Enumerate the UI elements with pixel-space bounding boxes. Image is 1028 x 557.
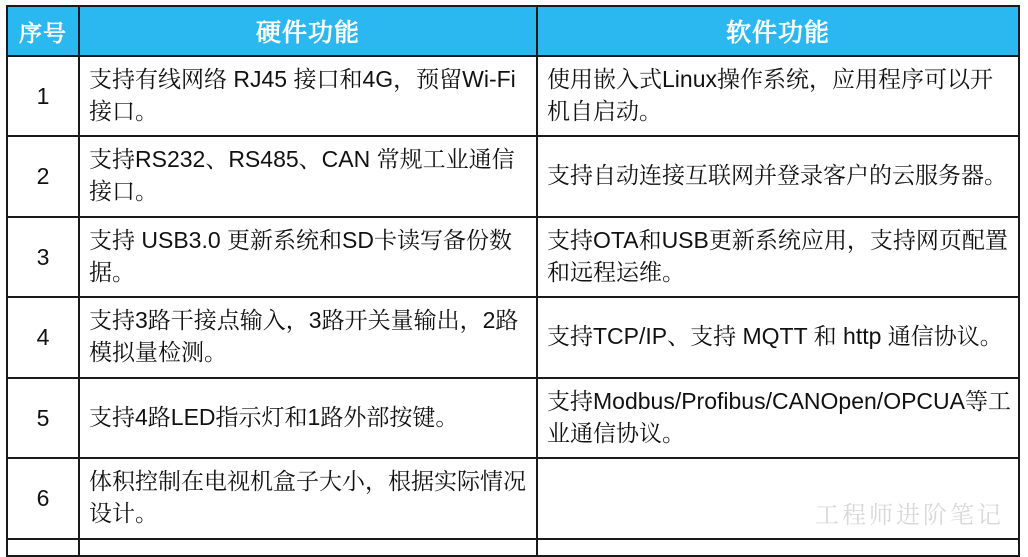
table-row [7,378,1019,458]
table-body [7,56,1019,556]
table-header-row [7,6,1019,56]
table-header [7,6,1019,56]
table-row [7,56,1019,136]
cell-index: 3 [7,217,79,297]
cell-software: 支持自动连接互联网并登录客户的云服务器。 [537,136,1019,216]
table-row [7,217,1019,297]
cell-hardware: 支持RS232、RS485、CAN 常规工业通信接口。 [79,136,537,216]
column-header-index: 序号 [7,6,79,56]
cell-hardware: 支持有线网络 RJ45 接口和4G，预留Wi-Fi接口。 [79,56,537,136]
cell-hardware: 支持 USB3.0 更新系统和SD卡读写备份数据。 [79,217,537,297]
cell-hardware: 支持3路干接点输入，3路开关量输出，2路模拟量检测。 [79,297,537,377]
column-header-hardware: 硬件功能 [79,6,537,56]
cell-software: 使用嵌入式Linux操作系统，应用程序可以开机自启动。 [537,56,1019,136]
table-row [7,297,1019,377]
cell-index: 4 [7,297,79,377]
cell-index: 5 [7,378,79,458]
cell-hardware: 支持4路LED指示灯和1路外部按键。 [79,378,537,458]
cell-software: 支持OTA和USB更新系统应用，支持网页配置和远程运维。 [537,217,1019,297]
spec-table [6,5,1020,557]
watermark: 工程师进阶笔记 [815,502,1004,529]
table-row [7,136,1019,216]
table-row [7,539,1019,556]
cell-index: 1 [7,56,79,136]
cell-index [7,539,79,556]
cell-hardware [79,539,537,556]
spec-table-container [6,5,1018,557]
column-header-software: 软件功能 [537,6,1019,56]
cell-hardware: 体积控制在电视机盒子大小，根据实际情况设计。 [79,458,537,538]
cell-software: 支持TCP/IP、支持 MQTT 和 http 通信协议。 [537,297,1019,377]
table-row [7,458,1019,538]
cell-software [537,458,1019,538]
cell-software: 支持Modbus/Profibus/CANOpen/OPCUA等工业通信协议。 [537,378,1019,458]
cell-software [537,539,1019,556]
cell-index: 2 [7,136,79,216]
cell-index: 6 [7,458,79,538]
